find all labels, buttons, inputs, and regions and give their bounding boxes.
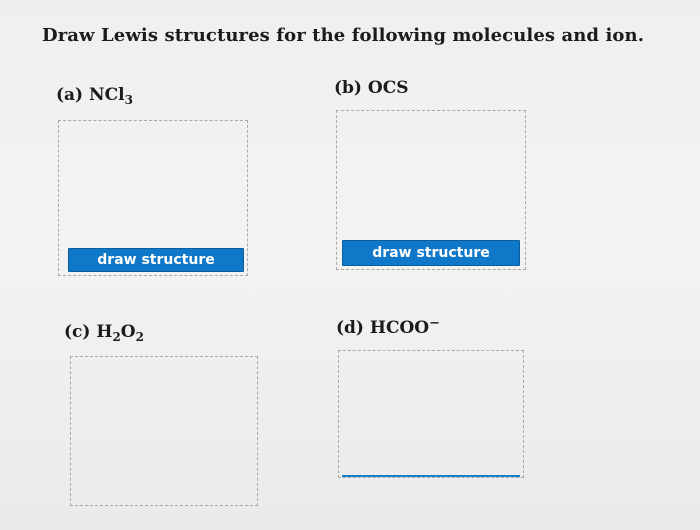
part-d-button-edge[interactable] bbox=[342, 475, 520, 477]
part-a-draw-structure-button[interactable]: draw structure bbox=[68, 248, 244, 272]
part-c-label bbox=[64, 322, 144, 342]
part-d-letter: (d) bbox=[336, 318, 364, 338]
part-c-drawing-area[interactable] bbox=[70, 356, 258, 506]
part-c-formula bbox=[96, 322, 144, 342]
part-d-formula-main: HCOO bbox=[369, 318, 430, 338]
part-a-formula bbox=[89, 85, 133, 105]
part-c-formula-o: O bbox=[120, 322, 136, 342]
question-prompt: Draw Lewis structures for the following molecules and ion. bbox=[42, 25, 645, 46]
part-d-formula-charge: − bbox=[429, 316, 441, 331]
part-a-formula-main: NCl bbox=[89, 85, 125, 105]
part-b-label bbox=[334, 78, 409, 98]
part-c-letter: (c) bbox=[64, 322, 91, 342]
part-c-formula-h: H bbox=[96, 322, 113, 342]
part-c-formula-o-subscript: 2 bbox=[135, 330, 144, 344]
part-d-label bbox=[336, 318, 440, 338]
part-d-drawing-area[interactable] bbox=[338, 350, 524, 478]
part-b-formula: OCS bbox=[367, 78, 409, 98]
part-c-formula-h-subscript: 2 bbox=[112, 330, 121, 344]
part-a-formula-subscript: 3 bbox=[124, 93, 133, 107]
part-b-draw-structure-button[interactable]: draw structure bbox=[342, 240, 520, 266]
part-d-formula bbox=[370, 318, 440, 338]
part-a-letter: (a) bbox=[56, 85, 84, 105]
part-a-label bbox=[56, 85, 133, 105]
part-b-letter: (b) bbox=[334, 78, 362, 98]
